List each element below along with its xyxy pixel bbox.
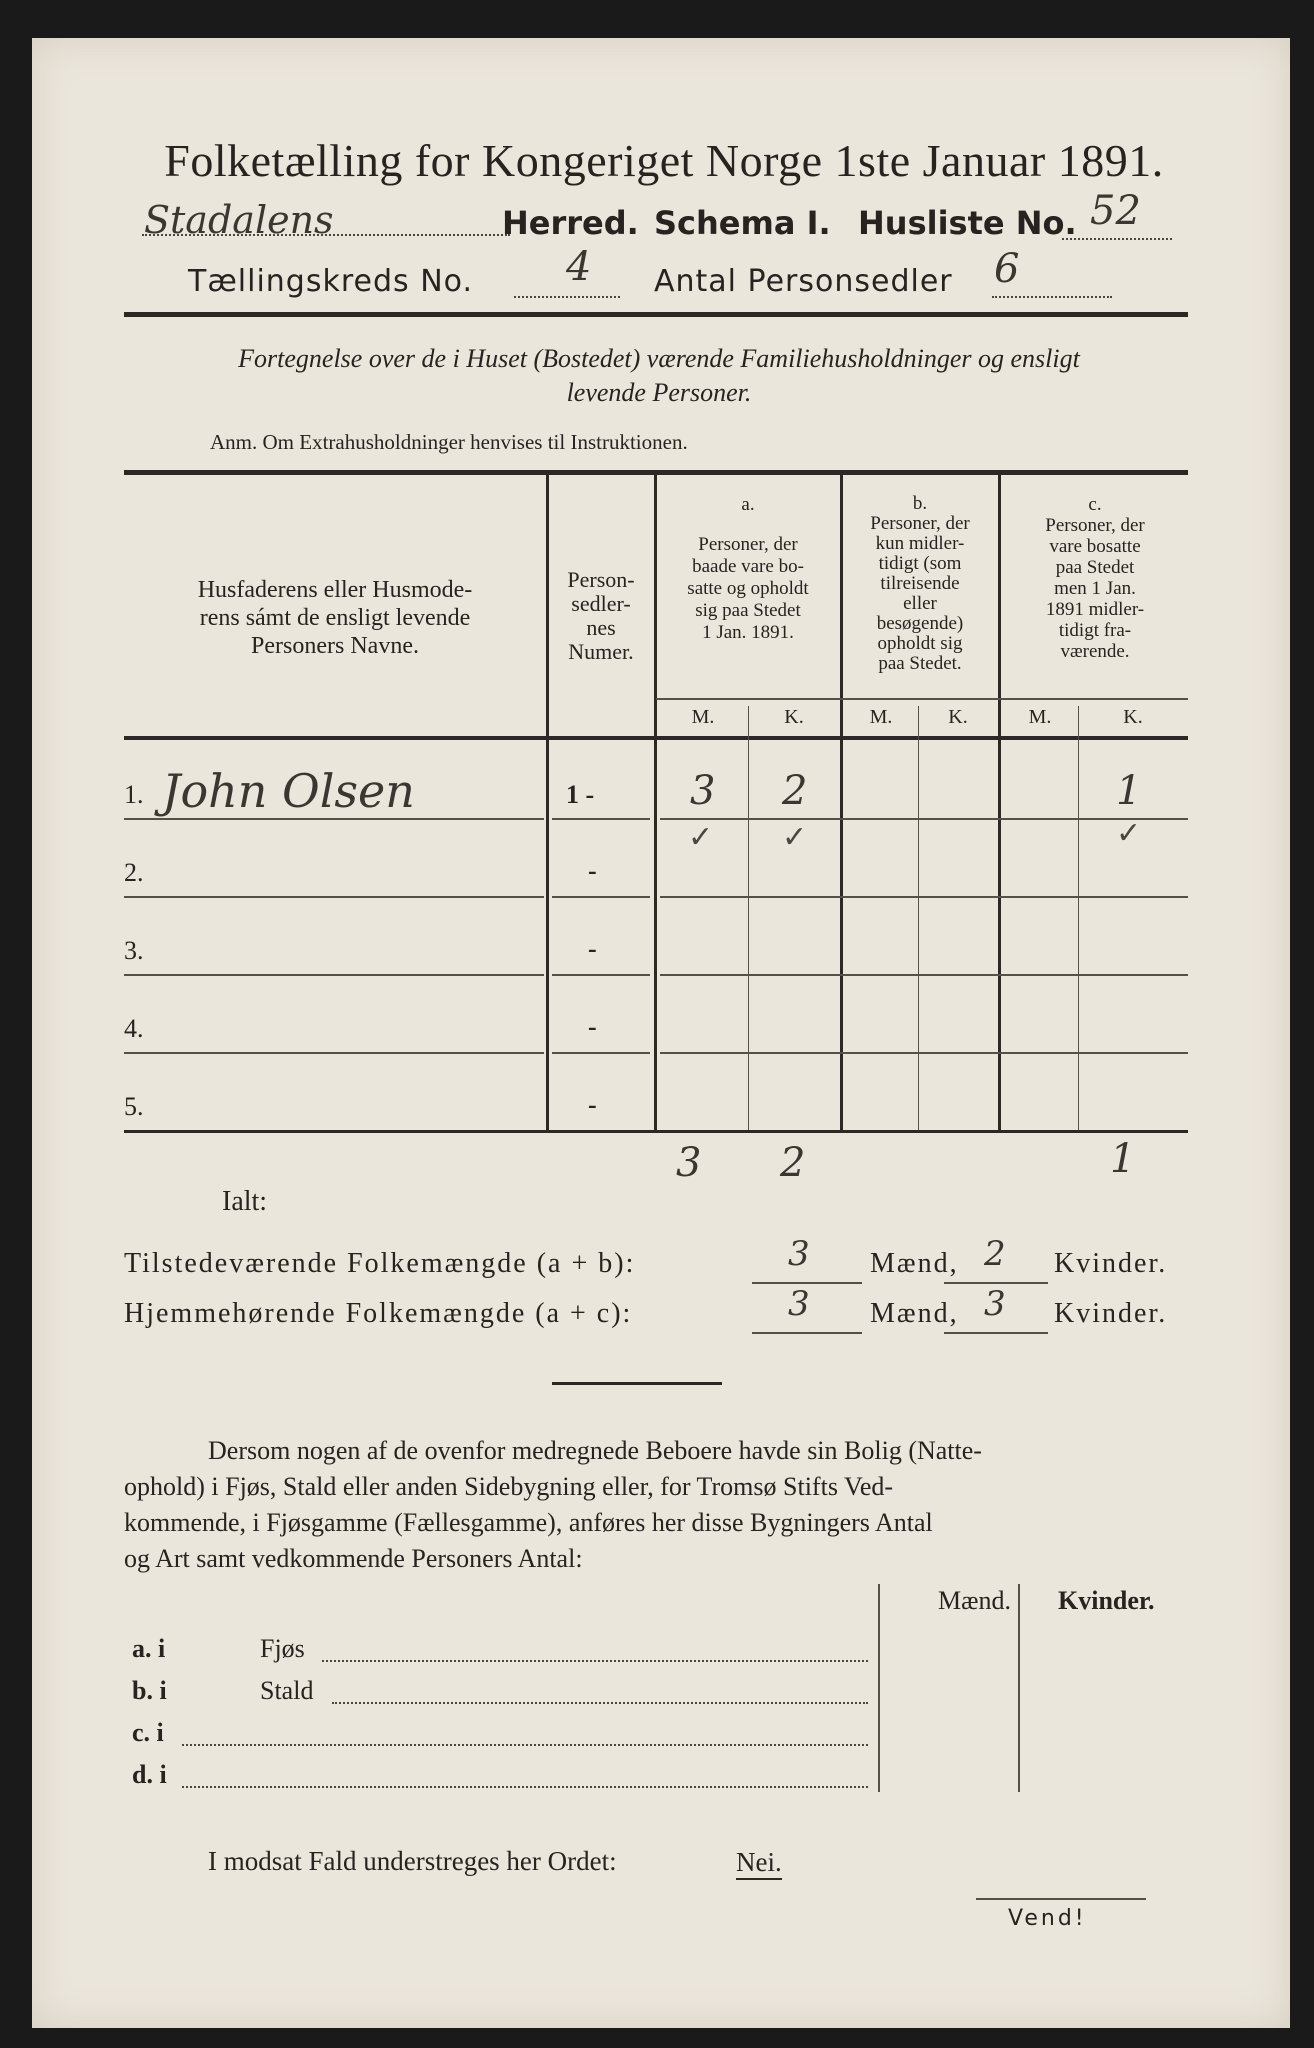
tilst-maend-label: Mænd, bbox=[870, 1248, 959, 1279]
header-divider bbox=[124, 312, 1188, 317]
row-2-a-k-check: ✓ bbox=[782, 820, 808, 855]
census-form-page bbox=[32, 38, 1290, 2028]
hjem-maend-value: 3 bbox=[788, 1284, 810, 1324]
buildings-kvinder-header: Kvinder. bbox=[1058, 1586, 1155, 1615]
kreds-label: Tællingskreds No. bbox=[188, 264, 473, 299]
herred-value: Stadalens bbox=[144, 198, 334, 242]
row-1-name: John Olsen bbox=[162, 764, 415, 818]
section-divider bbox=[552, 1382, 722, 1385]
ialt-c-k: 1 bbox=[1110, 1136, 1136, 1182]
building-a-letter: a. i bbox=[132, 1634, 166, 1663]
intro-line1: Fortegnelse over de i Huset (Bostedet) værende Familiehusholdninger og ensligt bbox=[238, 344, 1080, 373]
antal-value: 6 bbox=[994, 246, 1020, 292]
tilst-maend-value: 3 bbox=[788, 1234, 810, 1274]
col-b-m: M. bbox=[869, 706, 893, 728]
row-5-sedel-num: - bbox=[588, 1090, 597, 1119]
vend-text: Vend! bbox=[1008, 1906, 1087, 1931]
hjem-kvinder-value: 3 bbox=[984, 1284, 1006, 1324]
col-name-header: Husfaderens eller Husmode- rens sámt de ensligt levende Personers Navne. bbox=[197, 577, 473, 659]
col-a-header: a. Personer, der baade vare bo- satte og opholdt sig paa Stedet 1 Jan. 1891. bbox=[687, 494, 809, 643]
col-num-header: Person- sedler- nes Numer. bbox=[567, 567, 635, 664]
para-line1: Dersom nogen af de ovenfor medregnede Beboere havde sin Bolig (Natte- bbox=[208, 1436, 982, 1465]
col-c-k: K. bbox=[1123, 706, 1143, 728]
row-4-number: 4. bbox=[124, 1014, 144, 1043]
hjem-label: Hjemmehørende Folkemængde (a + c): bbox=[124, 1298, 633, 1329]
col-a-m: M. bbox=[691, 706, 715, 728]
row-2-c-k-check: ✓ bbox=[1116, 816, 1142, 851]
ialt-a-k: 2 bbox=[780, 1140, 806, 1186]
ialt-label: Ialt: bbox=[222, 1186, 268, 1217]
col-c-m: M. bbox=[1028, 706, 1052, 728]
row-5-number: 5. bbox=[124, 1092, 144, 1121]
form-title: Folketælling for Kongeriget Norge 1ste Januar 1891. bbox=[164, 135, 1164, 186]
para-line2: ophold) i Fjøs, Stald eller anden Sidebygning eller, for Tromsø Stifts Ved- bbox=[124, 1472, 894, 1501]
col-a-k: K. bbox=[784, 706, 804, 728]
row-3-number: 3. bbox=[124, 936, 144, 965]
building-a-label: Fjøs bbox=[260, 1634, 305, 1663]
row-2-a-m-check: ✓ bbox=[688, 820, 714, 855]
col-b-k: K. bbox=[948, 706, 968, 728]
row-2-number: 2. bbox=[124, 858, 144, 887]
building-b-label: Stald bbox=[260, 1676, 314, 1705]
herred-label: Herred. bbox=[502, 204, 639, 242]
tilst-label: Tilstedeværende Folkemængde (a + b): bbox=[124, 1248, 636, 1279]
ialt-a-m: 3 bbox=[676, 1140, 702, 1186]
tilst-kvinder-label: Kvinder. bbox=[1054, 1248, 1168, 1279]
building-d-letter: d. i bbox=[132, 1760, 167, 1789]
row-1-number: 1. bbox=[124, 780, 144, 809]
row-3-sedel-num: - bbox=[588, 934, 597, 963]
hjem-kvinder-label: Kvinder. bbox=[1054, 1298, 1168, 1329]
modsat-text: I modsat Fald understreges her Ordet: bbox=[208, 1846, 617, 1876]
intro-line2: levende Personer. bbox=[566, 378, 752, 407]
row-1-c-k: 1 bbox=[1116, 768, 1142, 814]
row-1-a-k: 2 bbox=[782, 768, 808, 814]
row-2-sedel-num: - bbox=[588, 856, 597, 885]
husliste-label: Husliste No. bbox=[858, 204, 1077, 242]
hjem-maend-label: Mænd, bbox=[870, 1298, 959, 1329]
para-line3: kommende, i Fjøsgamme (Fællesgamme), anføres her disse Bygningers Antal bbox=[124, 1508, 933, 1537]
antal-label: Antal Personsedler bbox=[654, 264, 953, 299]
buildings-maend-header: Mænd. bbox=[938, 1586, 1011, 1615]
row-4-sedel-num: - bbox=[588, 1012, 597, 1041]
tilst-kvinder-value: 2 bbox=[984, 1234, 1006, 1274]
husliste-value: 52 bbox=[1090, 188, 1141, 234]
building-b-letter: b. i bbox=[132, 1676, 167, 1705]
row-1-sedel-num: 1 - bbox=[566, 780, 595, 809]
building-c-letter: c. i bbox=[132, 1718, 164, 1747]
col-c-header: c. Personer, der vare bosatte paa Stedet men 1 Jan. 1891 midler- tidigt fra- værende. bbox=[1045, 494, 1145, 662]
col-b-header: b. Personer, der kun midler- tidigt (som tilreisende eller besøgende) opholdt sig paa Stedet. bbox=[870, 493, 970, 674]
para-line4: og Art samt vedkommende Personers Antal: bbox=[124, 1544, 583, 1573]
schema-label: Schema I. bbox=[654, 204, 831, 242]
row-1-a-m: 3 bbox=[690, 768, 716, 814]
nei-word: Nei. bbox=[736, 1846, 782, 1880]
anm-note: Anm. Om Extrahusholdninger henvises til Instruktionen. bbox=[210, 430, 688, 454]
kreds-value: 4 bbox=[566, 244, 592, 290]
